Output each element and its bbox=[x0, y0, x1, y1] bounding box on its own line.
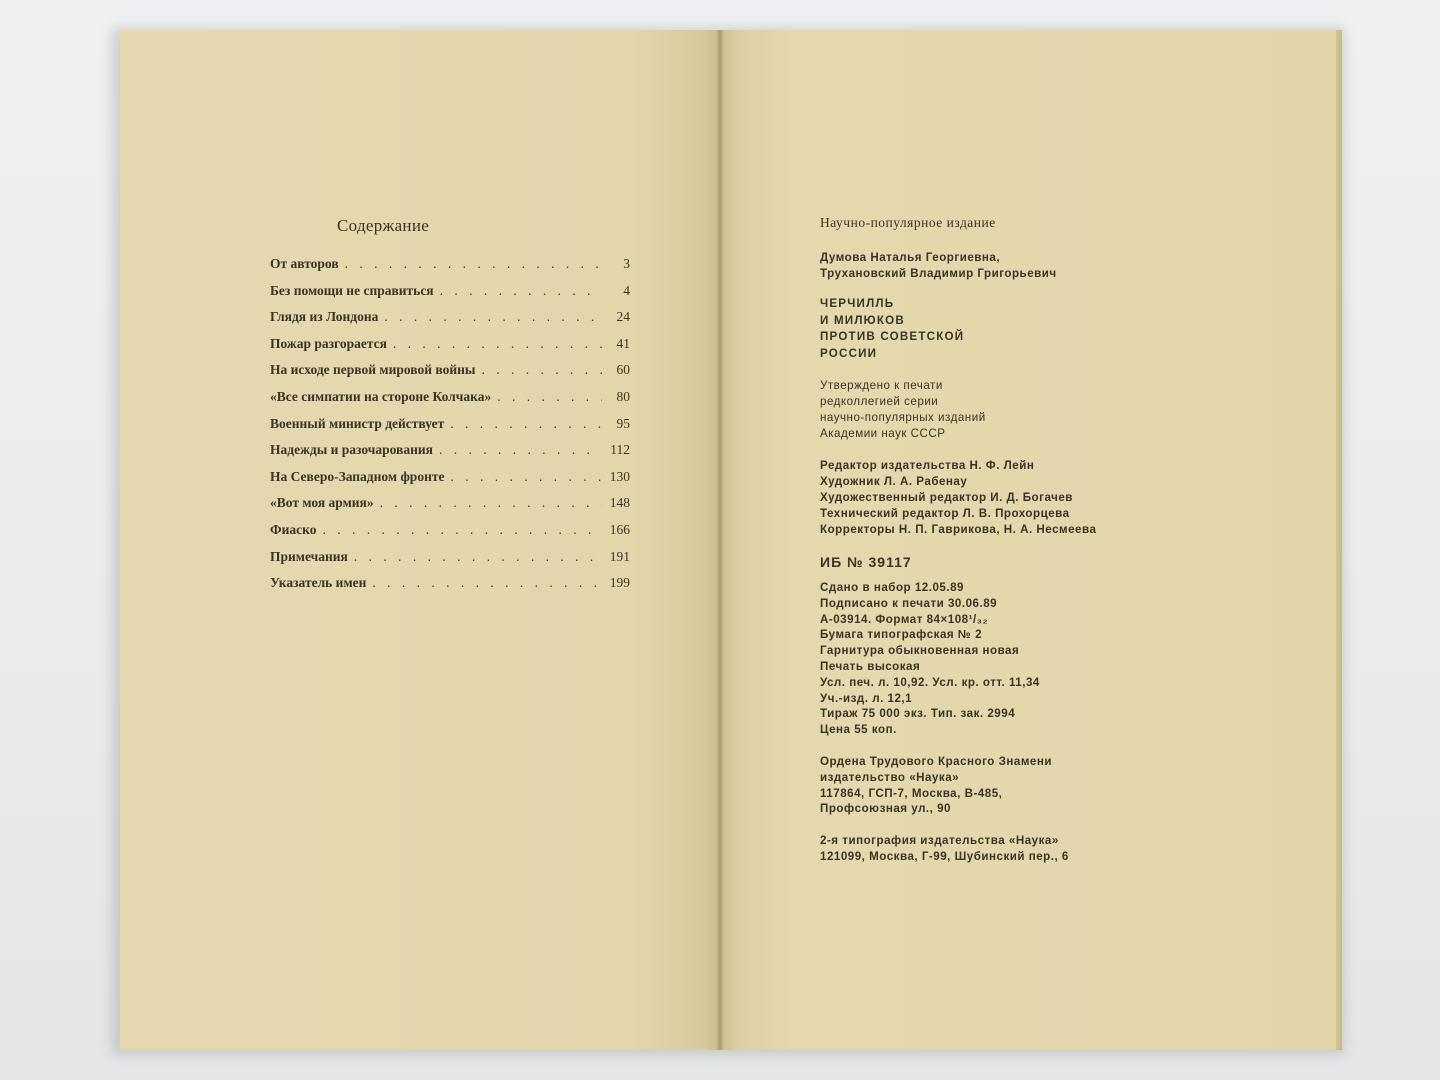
toc-entry-title: Фиаско bbox=[270, 521, 317, 537]
toc-entry bbox=[270, 549, 630, 576]
staff-line: Корректоры Н. П. Гаврикова, Н. А. Несмеева bbox=[820, 523, 1097, 536]
approval-line: Утверждено к печати bbox=[820, 379, 943, 392]
toc-entry bbox=[270, 416, 630, 443]
toc-entry-title: На исходе первой мировой войны bbox=[270, 362, 476, 378]
print-details-block bbox=[820, 580, 1240, 738]
print-detail-line: Усл. печ. л. 10,92. Усл. кр. отт. 11,34 bbox=[820, 675, 1040, 689]
toc-leader-dots bbox=[393, 336, 602, 352]
approval-block bbox=[820, 378, 1240, 442]
publisher-line: издательство «Наука» bbox=[820, 770, 960, 784]
toc-entry-title: Глядя из Лондона bbox=[270, 309, 379, 325]
book-gutter bbox=[716, 30, 724, 1050]
toc-leader-dots bbox=[439, 442, 602, 458]
toc-entry-page: 4 bbox=[623, 282, 630, 298]
book-title-line: ПРОТИВ СОВЕТСКОЙ bbox=[820, 330, 965, 343]
toc-entry-title: Надежды и разочарования bbox=[270, 442, 433, 458]
print-detail-line: А-03914. Формат 84×108¹/₃₂ bbox=[820, 612, 989, 626]
toc-entry-title: Пожар разгорается bbox=[270, 335, 387, 351]
staff-line: Художник Л. А. Рабенау bbox=[820, 475, 968, 488]
toc-leader-dots bbox=[354, 549, 602, 565]
toc-entry-title: «Все симпатии на стороне Колчака» bbox=[270, 388, 492, 404]
publisher-block bbox=[820, 754, 1240, 817]
approval-line: редколлегией серии bbox=[820, 395, 939, 408]
toc-entry bbox=[270, 256, 630, 283]
toc-leader-dots bbox=[450, 416, 602, 432]
toc-entry-title: Примечания bbox=[270, 548, 348, 564]
toc-leader-dots bbox=[345, 256, 602, 272]
author-name: Думова Наталья Георгиевна, bbox=[820, 251, 1001, 264]
book-title-line: ЧЕРЧИЛЛЬ bbox=[820, 297, 895, 310]
toc-entry bbox=[270, 389, 630, 416]
author-name: Трухановский Владимир Григорьевич bbox=[820, 267, 1057, 280]
toc-entry-page: 95 bbox=[616, 415, 630, 431]
toc-entry-page: 148 bbox=[609, 495, 630, 511]
toc-entry-page: 24 bbox=[616, 309, 630, 325]
toc-entry-page: 3 bbox=[623, 256, 630, 271]
print-detail-line: Бумага типографская № 2 bbox=[820, 628, 983, 642]
toc-leader-dots bbox=[322, 522, 602, 538]
publisher-line: Профсоюзная ул., 90 bbox=[820, 802, 951, 816]
approval-line: Академии наук СССР bbox=[820, 427, 946, 440]
print-detail-line: Тираж 75 000 экз. Тип. зак. 2994 bbox=[820, 707, 1016, 721]
toc-leader-dots bbox=[380, 495, 602, 511]
toc-entry-title: От авторов bbox=[270, 256, 339, 271]
toc-leader-dots bbox=[440, 283, 602, 299]
toc-leader-dots bbox=[497, 389, 602, 405]
approval-line: научно-популярных изданий bbox=[820, 411, 986, 424]
toc-entry-title: Указатель имен bbox=[270, 575, 367, 591]
staff-block bbox=[820, 458, 1240, 538]
toc-entry-page: 60 bbox=[616, 362, 630, 378]
printer-block bbox=[820, 833, 1240, 865]
table-of-contents bbox=[270, 256, 630, 602]
toc-entry-title: «Вот моя армия» bbox=[270, 495, 374, 511]
staff-line: Технический редактор Л. В. Прохорцева bbox=[820, 507, 1070, 520]
print-detail-line: Гарнитура обыкновенная новая bbox=[820, 644, 1020, 658]
publisher-line: Ордена Трудового Красного Знамени bbox=[820, 754, 1052, 768]
ib-number: ИБ № 39117 bbox=[820, 554, 912, 570]
publisher-line: 117864, ГСП-7, Москва, В-485, bbox=[820, 786, 1003, 800]
print-detail-line: Подписано к печати 30.06.89 bbox=[820, 596, 998, 610]
print-detail-line: Цена 55 коп. bbox=[820, 723, 897, 737]
toc-leader-dots bbox=[481, 362, 602, 378]
staff-line: Редактор издательства Н. Ф. Лейн bbox=[820, 459, 1035, 472]
book-title-block bbox=[820, 296, 1240, 362]
toc-entry-title: Военный министр действует bbox=[270, 415, 445, 431]
toc-entry bbox=[270, 442, 630, 469]
toc-entry-title: На Северо-Западном фронте bbox=[270, 468, 445, 484]
toc-entry bbox=[270, 522, 630, 549]
toc-entry-page: 80 bbox=[616, 388, 630, 404]
toc-entry bbox=[270, 495, 630, 522]
toc-entry-page: 41 bbox=[616, 335, 630, 351]
toc-entry bbox=[270, 362, 630, 389]
toc-entry-page: 199 bbox=[609, 575, 630, 591]
book-title-line: РОССИИ bbox=[820, 346, 878, 360]
toc-entry-page: 112 bbox=[610, 442, 630, 458]
toc-entry-title: Без помощи не справиться bbox=[270, 282, 434, 298]
book-title-line: И МИЛЮКОВ bbox=[820, 313, 905, 327]
edition-type: Научно-популярное издание bbox=[820, 215, 996, 230]
toc-entry-page: 166 bbox=[609, 521, 630, 537]
toc-leader-dots bbox=[372, 575, 602, 591]
print-detail-line: Печать высокая bbox=[820, 659, 921, 673]
toc-entry-page: 130 bbox=[609, 468, 630, 484]
toc-entry bbox=[270, 336, 630, 363]
staff-line: Художественный редактор И. Д. Богачев bbox=[820, 491, 1073, 504]
toc-entry bbox=[270, 575, 630, 602]
toc-leader-dots bbox=[450, 469, 602, 485]
toc-entry bbox=[270, 469, 630, 496]
toc-entry bbox=[270, 309, 630, 336]
print-detail-line: Уч.-изд. л. 12,1 bbox=[820, 691, 913, 705]
printer-line: 121099, Москва, Г-99, Шубинский пер., 6 bbox=[820, 849, 1069, 863]
toc-leader-dots bbox=[384, 309, 602, 325]
toc-title: Содержание bbox=[337, 216, 430, 235]
colophon bbox=[820, 215, 1240, 865]
authors-block bbox=[820, 250, 1240, 282]
printer-line: 2-я типография издательства «Наука» bbox=[820, 834, 1059, 848]
print-detail-line: Сдано в набор 12.05.89 bbox=[820, 581, 964, 594]
toc-entry bbox=[270, 283, 630, 310]
toc-entry-page: 191 bbox=[609, 548, 630, 564]
